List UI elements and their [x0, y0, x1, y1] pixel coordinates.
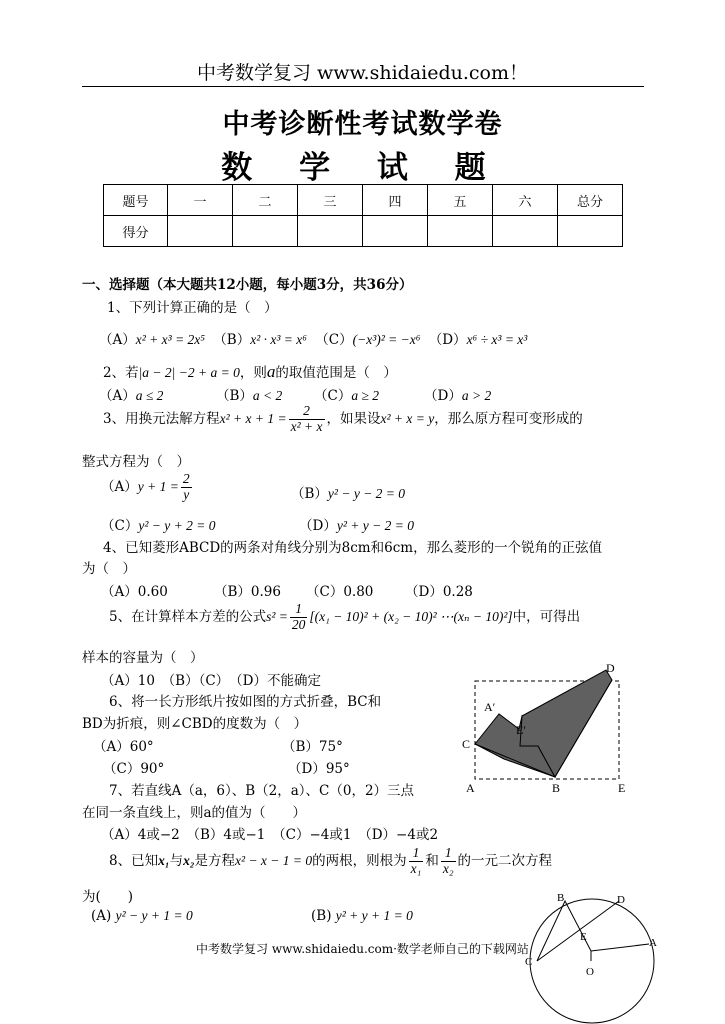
- q3-option-a-row: [101, 472, 194, 503]
- q7-stem: 7、若直线A（a，6）、B（2，a）、C（0，2）三点: [109, 783, 415, 799]
- q3-label-c: （C）: [101, 518, 139, 534]
- q3-label-b: （B）: [291, 486, 328, 502]
- q8-equation: x² − x − 1 = 0: [235, 852, 313, 868]
- q2-label-c: （C）: [314, 388, 352, 404]
- fig1-label-e-prime: E′: [516, 723, 526, 737]
- q8-option-a-row: [91, 908, 193, 924]
- fig2-label-d: D: [617, 894, 625, 906]
- fig2-label-o: O: [586, 966, 594, 978]
- q8-mid2: 的两根，则根为: [312, 852, 407, 869]
- q8-and2: 和: [425, 852, 439, 869]
- fig1-label-a: A: [466, 781, 475, 795]
- q1-option-a: x² + x³ = 2x⁵: [135, 332, 205, 347]
- q1-option-c: (−x³)² = −x⁶: [352, 332, 421, 347]
- q1-label-d: （D）: [428, 332, 467, 348]
- fig1-label-d: D: [606, 661, 615, 675]
- q6-option-c: （C）90°: [103, 761, 165, 777]
- q3-option-d-row: [299, 514, 414, 534]
- q1-options: [99, 328, 527, 348]
- q6-stem-line2: BD为折痕，则∠CBD的度数为（ ）: [82, 716, 308, 732]
- q6-option-d: （D）95°: [288, 761, 350, 777]
- q8-label-a: (A): [91, 908, 112, 924]
- score-cell: 四: [363, 185, 428, 216]
- q2-expression: |a − 2| −2 + a = 0: [138, 365, 240, 380]
- q5-pre: 5、在计算样本方差的公式: [109, 608, 267, 625]
- q8-fraction-2-num: 1: [441, 846, 456, 862]
- q2-option-c: a ≥ 2: [351, 388, 380, 403]
- q3-fraction: [289, 404, 325, 435]
- score-cell-total: 总分: [558, 185, 623, 216]
- q7-options: （A）4或−2 （B）4或−1 （C）−4或1 （D）−4或2: [101, 827, 439, 843]
- q3-option-d: y² + y − 2 = 0: [336, 518, 414, 533]
- score-blank: [558, 216, 623, 247]
- q3-lhs: x² + x + 1 =: [219, 410, 287, 426]
- q2-stem: [103, 361, 397, 382]
- q2-post: 的取值范围是（ ）: [275, 365, 397, 381]
- q8-stem: [109, 846, 552, 877]
- q6-option-a: （A）60°: [93, 739, 154, 755]
- q8-fraction-1-den: x₁: [410, 860, 422, 876]
- q3-label-d: （D）: [299, 518, 337, 534]
- q1-option-d: x⁶ ÷ x³ = x³: [466, 332, 528, 347]
- q2-label-a: （A）: [99, 388, 136, 404]
- folding-figure: [456, 656, 632, 798]
- q3-mid: ，如果设: [326, 410, 381, 427]
- q5-options: （A）10 （B）（C） （D）不能确定: [101, 673, 322, 689]
- score-blank: [363, 216, 428, 247]
- q8-and: 与: [169, 852, 184, 869]
- fig1-label-b: B: [552, 781, 561, 795]
- q2-option-b-row: [216, 384, 282, 404]
- score-blank: [233, 216, 298, 247]
- fig1-label-c: C: [462, 737, 471, 751]
- q3-stem: [103, 404, 583, 435]
- score-blank: [298, 216, 363, 247]
- q8-label-b: (B): [311, 908, 332, 924]
- score-cell: 二: [233, 185, 298, 216]
- score-cell: 一: [168, 185, 233, 216]
- fig2-label-e: E: [580, 931, 587, 943]
- q1-stem: 1、下列计算正确的是（ ）: [107, 300, 278, 316]
- section-heading: 一、选择题（本大题共12小题，每小题3分，共36分）: [82, 277, 413, 293]
- q8-fraction-2-den: x₂: [442, 860, 454, 876]
- fig1-label-e: E: [618, 781, 626, 795]
- score-table-score-row: [104, 216, 623, 247]
- score-cell: 六: [493, 185, 558, 216]
- q3-substitution: x² + x = y: [380, 410, 435, 426]
- q2-option-a-row: [99, 384, 163, 404]
- score-cell-label: 题号: [104, 185, 168, 216]
- q8-fraction-1: [409, 846, 424, 877]
- header-divider: [82, 86, 644, 87]
- q8-option-b: y² + y + 1 = 0: [335, 908, 413, 923]
- q4-stem-line2: 为（ ）: [82, 561, 136, 577]
- q3-label-a: （A）: [101, 478, 138, 495]
- q8-option-b-row: [311, 908, 413, 924]
- q1-label-a: （A）: [99, 332, 136, 348]
- q3-option-a-den: y: [183, 486, 190, 502]
- q3-post: ，那么原方程可变形成的: [434, 410, 583, 427]
- q6-stem: 6、将一长方形纸片按如图的方式折叠，BC和: [109, 694, 382, 710]
- exam-subtitle: 数 学 试 题: [221, 150, 504, 186]
- score-cell: 五: [428, 185, 493, 216]
- q2-mid: ，则: [239, 365, 267, 381]
- q2-label-d: （D）: [424, 388, 462, 404]
- q2-pre: 2、若: [103, 365, 139, 381]
- q5-fraction-den: 20: [291, 616, 306, 632]
- q5-fraction: [290, 602, 308, 633]
- q4-option-c: （C）0.80: [306, 584, 374, 600]
- q8-post: 的一元二次方程: [457, 852, 553, 869]
- q3-option-a-num: 2: [182, 471, 190, 486]
- site-header: 中考数学复习 www.shidaiedu.com！: [196, 62, 529, 84]
- q3-option-a-fraction: [181, 472, 192, 503]
- q2-option-a: a ≤ 2: [135, 388, 164, 403]
- q3-option-a-lhs: y + 1 =: [137, 478, 179, 494]
- fig2-label-c: C: [525, 956, 533, 968]
- score-blank: [168, 216, 233, 247]
- q1-label-b: （B）: [213, 332, 251, 348]
- q5-lhs: s² =: [266, 608, 288, 624]
- score-table: [103, 184, 623, 247]
- q3-option-b: y² − y − 2 = 0: [327, 486, 406, 501]
- score-cell: 三: [298, 185, 363, 216]
- q5-expression: [(x₁ − 10)² + (x₂ − 10)² ⋯(xₙ − 10)²]: [309, 608, 513, 624]
- q7-stem-line2: 在同一条直线上，则a的值为（ ）: [82, 805, 307, 821]
- q3-option-c-row: [101, 514, 215, 534]
- circle-outline: [530, 899, 654, 1023]
- q2-label-b: （B）: [216, 388, 253, 404]
- q3-fraction-den: x² + x: [290, 418, 323, 434]
- q8-x1: x₁: [158, 852, 170, 868]
- q2-variable: a: [266, 362, 276, 381]
- fig1-label-a-prime: A′: [484, 700, 496, 714]
- q8-mid: 是方程: [194, 852, 236, 869]
- q2-option-b: a < 2: [252, 388, 283, 403]
- fig2-label-a: A: [649, 937, 657, 949]
- q1-label-c: （C）: [315, 332, 353, 348]
- q4-option-a: （A）0.60: [101, 584, 168, 600]
- q4-option-b: （B）0.96: [214, 584, 281, 600]
- q8-option-a: y² − y + 1 = 0: [115, 908, 193, 923]
- q5-post: 中，可得出: [512, 608, 581, 625]
- q8-x2: x₂: [183, 852, 195, 868]
- q5-stem: [109, 602, 580, 633]
- q5-fraction-num: 1: [290, 602, 308, 618]
- q3-pre: 3、用换元法解方程: [103, 410, 220, 427]
- q2-option-c-row: [314, 384, 379, 404]
- q4-option-d: （D）0.28: [405, 584, 473, 600]
- q8-stem-line2: 为( ): [82, 889, 134, 905]
- score-row-label: 得分: [104, 216, 168, 247]
- q8-fraction-2: [441, 846, 456, 877]
- q3-fraction-num: 2: [289, 404, 325, 420]
- q6-option-b: （B）75°: [282, 739, 343, 755]
- score-blank: [493, 216, 558, 247]
- score-table-header-row: [104, 185, 623, 216]
- fig2-label-b: B: [557, 892, 565, 904]
- q2-option-d-row: [424, 384, 491, 404]
- score-blank: [428, 216, 493, 247]
- q4-stem: 4、已知菱形ABCD的两条对角线分别为8cm和6cm，那么菱形的一个锐角的正弦值: [103, 540, 603, 556]
- q2-option-d: a > 2: [461, 388, 492, 403]
- q3-stem-line2: 整式方程为（ ）: [82, 454, 190, 470]
- q3-option-c: y² − y + 2 = 0: [138, 518, 216, 533]
- site-footer: 中考数学复习 www.shidaiedu.com·数学老师自己的下载网站: [196, 942, 529, 956]
- q8-pre: 8、已知: [109, 852, 159, 869]
- q8-fraction-1-num: 1: [409, 846, 424, 862]
- q3-option-b-row: [291, 482, 405, 502]
- exam-title: 中考诊断性考试数学卷: [222, 109, 503, 140]
- q1-option-b: x² · x³ = x⁶: [250, 332, 307, 347]
- q5-stem-line2: 样本的容量为（ ）: [82, 650, 204, 666]
